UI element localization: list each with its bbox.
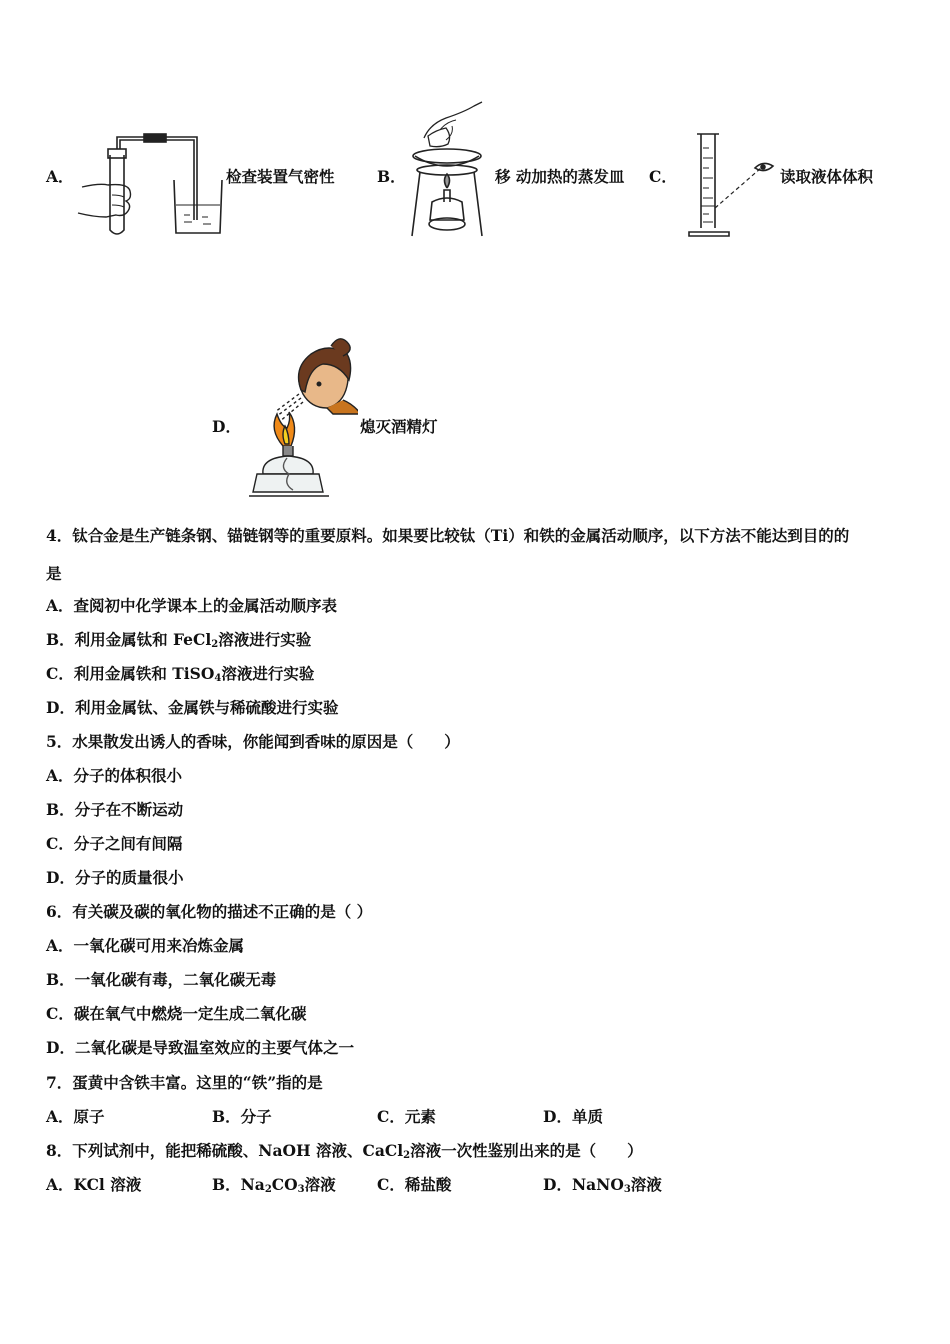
q4-option-a: A．查阅初中化学课本上的金属活动顺序表 (46, 596, 338, 615)
q6-option-d: D．二氧化碳是导致温室效应的主要气体之一 (46, 1038, 354, 1057)
q3-option-b-letter: B． (377, 167, 406, 186)
graduated-cylinder-figure (685, 128, 777, 238)
q3-option-a-caption: 检查装置气密性 (226, 167, 335, 186)
q4-stem-line2: 是 (46, 564, 62, 583)
q3-option-d-letter: D． (212, 417, 241, 436)
q7-option-a: A．原子 (46, 1107, 105, 1126)
q8-stem: 8．下列试剂中，能把稀硫酸、NaOH 溶液、CaCl$_2$溶液一次性鉴别出来的是（ ） (46, 1141, 643, 1161)
alcohol-lamp-figure (243, 334, 358, 499)
q8-option-c: C．稀盐酸 (377, 1175, 452, 1194)
q3-option-d-caption: 熄灭酒精灯 (360, 417, 438, 436)
q3-option-a-letter: A． (46, 167, 74, 186)
q6-option-c: C．碳在氧气中燃烧一定生成二氧化碳 (46, 1004, 307, 1023)
q5-stem: 5．水果散发出诱人的香味，你能闻到香味的原因是（ ） (46, 732, 460, 751)
q3-option-b-caption: 移 动加热的蒸发皿 (495, 167, 625, 186)
evaporating-dish-figure (402, 100, 492, 240)
q7-option-c: C．元素 (377, 1107, 436, 1126)
q3-option-c-letter: C． (649, 167, 677, 186)
airtightness-check-figure (72, 125, 224, 240)
q5-option-a: A．分子的体积很小 (46, 766, 183, 785)
q4-option-d: D．利用金属钛、金属铁与稀硫酸进行实验 (46, 698, 339, 717)
q7-option-d: D．单质 (543, 1107, 603, 1126)
q7-option-b: B．分子 (212, 1107, 272, 1126)
q6-stem: 6．有关碳及碳的氧化物的描述不正确的是（ ） (46, 902, 373, 921)
q8-option-b: B．$Na_2CO_3$溶液 (212, 1175, 336, 1195)
q5-option-d: D．分子的质量很小 (46, 868, 184, 887)
q4-option-b: B．利用金属钛和 FeCl$_2$溶液进行实验 (46, 630, 312, 650)
q7-stem: 7．蛋黄中含铁丰富。这里的“铁”指的是 (46, 1073, 323, 1092)
q8-option-a: A．KCl 溶液 (46, 1175, 142, 1194)
q3-option-c-caption: 读取液体体积 (780, 167, 874, 186)
q6-option-a: A．一氧化碳可用来冶炼金属 (46, 936, 245, 955)
q8-option-d: D．NaNO$_3$溶液 (543, 1175, 662, 1195)
q4-stem-line1: 4．钛合金是生产链条钢、锚链钢等的重要原料。如果要比较钛（Ti）和铁的金属活动顺序，以下方法不能达到目的的 (46, 526, 850, 545)
q4-option-c: C．利用金属铁和 TiSO$_4$溶液进行实验 (46, 664, 315, 684)
q5-option-c: C．分子之间有间隔 (46, 834, 183, 853)
q6-option-b: B．一氧化碳有毒，二氧化碳无毒 (46, 970, 277, 989)
q5-option-b: B．分子在不断运动 (46, 800, 184, 819)
